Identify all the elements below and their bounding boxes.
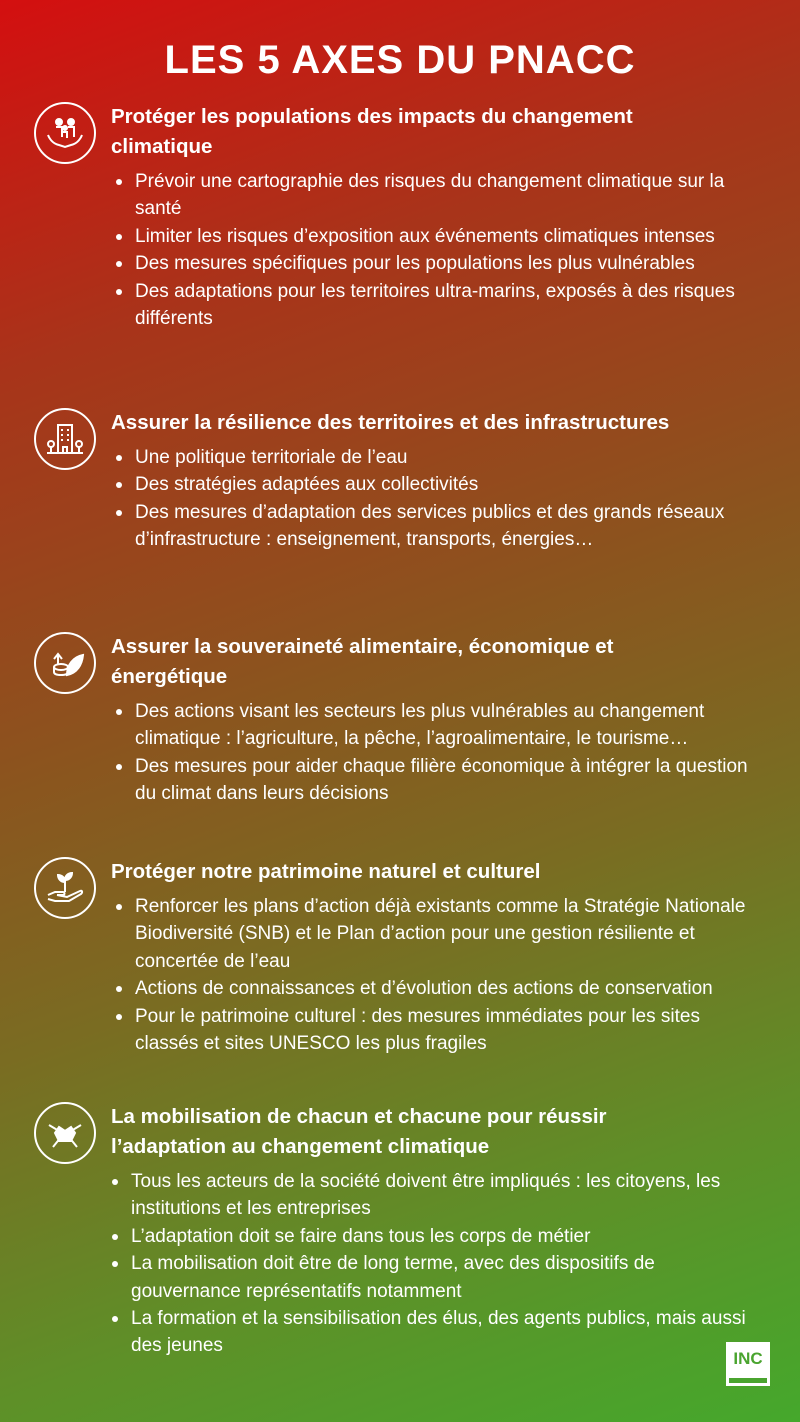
axis-list bbox=[34, 698, 754, 808]
axis-heading: La mobilisation de chacun et chacune pour réussir l’adaptation au changement climatique bbox=[111, 1105, 607, 1158]
axis-list bbox=[34, 1168, 754, 1360]
axis-section-4 bbox=[34, 857, 754, 1057]
axis-heading: Assurer la souveraineté alimentaire, économique et énergétique bbox=[111, 635, 614, 688]
coins-leaf-icon bbox=[34, 632, 96, 694]
axis-section-5 bbox=[34, 1102, 754, 1360]
list-item: Des mesures d’adaptation des services publics et des grands réseaux d’infrastructure : enseignement, transports, énergies… bbox=[116, 499, 754, 554]
list-item: Une politique territoriale de l’eau bbox=[116, 444, 754, 471]
list-item: Actions de connaissances et d’évolution des actions de conservation bbox=[116, 975, 754, 1002]
list-item: Tous les acteurs de la société doivent être impliqués : les citoyens, les institutions et les entreprises bbox=[112, 1168, 754, 1223]
logo-text: INC bbox=[733, 1349, 763, 1368]
list-item: Prévoir une cartographie des risques du changement climatique sur la santé bbox=[116, 168, 754, 223]
hand-sprout-icon bbox=[34, 857, 96, 919]
logo-underline bbox=[729, 1378, 767, 1383]
page-title: LES 5 AXES DU PNACC bbox=[164, 38, 636, 82]
list-item: Des mesures pour aider chaque filière économique à intégrer la question du climat dans leurs décisions bbox=[116, 753, 754, 808]
axis-list bbox=[34, 893, 754, 1057]
list-item: Pour le patrimoine culturel : des mesures immédiates pour les sites classés et sites UNESCO les plus fragiles bbox=[116, 1003, 754, 1058]
list-item: Des actions visant les secteurs les plus vulnérables au changement climatique : l’agriculture, la pêche, l’agroalimentaire, le tourisme… bbox=[116, 698, 754, 753]
list-item: Renforcer les plans d’action déjà existants comme la Stratégie Nationale Biodiversité (SNB) et le Plan d’action pour une gestion résiliente et concertée de l’eau bbox=[116, 893, 754, 975]
axis-section-2 bbox=[34, 408, 754, 554]
list-item: La formation et la sensibilisation des élus, des agents publics, mais aussi des jeunes bbox=[112, 1305, 754, 1360]
list-item: La mobilisation doit être de long terme, avec des dispositifs de gouvernance représentatifs notamment bbox=[112, 1250, 754, 1305]
building-trees-icon bbox=[34, 408, 96, 470]
list-item: Des mesures spécifiques pour les populations les plus vulnérables bbox=[116, 250, 754, 277]
list-item: Limiter les risques d’exposition aux événements climatiques intenses bbox=[116, 223, 754, 250]
inc-logo bbox=[726, 1342, 770, 1386]
axis-section-3 bbox=[34, 632, 754, 808]
axis-heading: Protéger les populations des impacts du changement climatique bbox=[111, 105, 633, 158]
axis-section-1 bbox=[34, 102, 754, 332]
list-item: Des adaptations pour les territoires ultra-marins, exposés à des risques différents bbox=[116, 278, 754, 333]
list-item: L’adaptation doit se faire dans tous les corps de métier bbox=[112, 1223, 754, 1250]
family-hands-icon bbox=[34, 102, 96, 164]
joined-hands-icon bbox=[34, 1102, 96, 1164]
axis-list bbox=[34, 168, 754, 332]
axis-list bbox=[34, 444, 754, 554]
axis-heading: Assurer la résilience des territoires et des infrastructures bbox=[111, 411, 670, 434]
axis-heading: Protéger notre patrimoine naturel et culturel bbox=[111, 860, 541, 883]
list-item: Des stratégies adaptées aux collectivités bbox=[116, 471, 754, 498]
